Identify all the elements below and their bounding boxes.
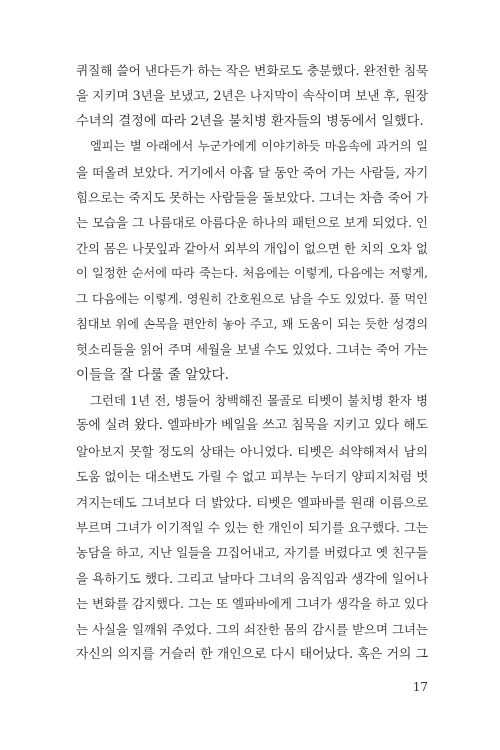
text-line: 수녀의 결정에 따라 2년을 불치병 환자들의 병동에서 일했다. bbox=[76, 113, 424, 129]
text-line: 겨지는데도 그녀보다 더 밝았다. 티벳은 엘파바를 원래 이름으로 bbox=[76, 494, 428, 510]
text-line: 자신의 의지를 거슬러 한 개인으로 다시 태어났다. 혹은 거의 그 bbox=[76, 646, 428, 662]
text-line: 동에 실려 왔다. 엘파바가 베일을 쓰고 침묵을 지키고 있다 해도 bbox=[76, 418, 428, 434]
text-line: 헛소리들을 읽어 주며 세월을 보낼 수도 있었다. 그녀는 죽어 가는 bbox=[76, 342, 428, 358]
text-line: 이들을 잘 다룰 줄 알았다. bbox=[76, 366, 229, 383]
text-line: 간의 몸은 나뭇잎과 같아서 외부의 개입이 없으면 한 치의 오차 없 bbox=[76, 240, 428, 256]
text-line: 이 일정한 순서에 따라 죽는다. 처음에는 이렇게, 다음에는 저렇게, bbox=[76, 266, 428, 281]
text-line: 을 지키며 3년을 보냈고, 2년은 나지막이 속삭이며 보낸 후, 원장 bbox=[76, 88, 428, 104]
text-line: 엘피는 별 아래에서 누군가에게 이야기하듯 마음속에 과거의 일 bbox=[90, 139, 428, 154]
body-text bbox=[76, 58, 428, 667]
text-line: 침대보 위에 손목을 편안히 놓아 주고, 꽤 도움이 되는 듯한 성경의 bbox=[76, 316, 428, 331]
page-number: 17 bbox=[412, 680, 428, 694]
text-line: 는 사실을 일깨워 주었다. 그의 쇠잔한 몸의 감시를 받으며 그녀는 bbox=[76, 621, 428, 637]
text-line: 그런데 1년 전, 병들어 창백해진 몰골로 티벳이 불치병 환자 병 bbox=[90, 393, 428, 409]
text-line: 퀴질해 쓸어 낸다든가 하는 작은 변화로도 충분했다. 완전한 침묵 bbox=[76, 63, 428, 78]
text-line: 을 욕하기도 했다. 그리고 날마다 그녀의 움직임과 생각에 일어나 bbox=[76, 570, 428, 586]
text-line: 농담을 하고, 지난 일들을 끄집어내고, 자기를 버렸다고 옛 친구들 bbox=[76, 545, 428, 561]
text-line: 는 모습을 그 나름대로 아름다운 하나의 패턴으로 보게 되었다. 인 bbox=[76, 215, 428, 231]
text-line: 을 떠올려 보았다. 거기에서 아홉 달 동안 죽어 가는 사람들, 자기 bbox=[76, 164, 428, 180]
text-line: 도움 없이는 대소변도 가릴 수 없고 피부는 누더기 양피지처럼 벗 bbox=[76, 469, 428, 485]
text-line: 알아보지 못할 정도의 상태는 아니었다. 티벳은 쇠약해져서 남의 bbox=[76, 443, 428, 459]
text-line: 부르며 그녀가 이기적일 수 있는 한 개인이 되기를 요구했다. 그는 bbox=[76, 520, 428, 536]
text-line: 힘으로는 죽지도 못하는 사람들을 돌보았다. 그녀는 차츰 죽어 가 bbox=[76, 189, 428, 205]
text-line: 는 변화를 감지했다. 그는 또 엘파바에게 그녀가 생각을 하고 있다 bbox=[76, 596, 428, 612]
text-line: 그 다음에는 이렇게. 영원히 간호원으로 남을 수도 있었다. 풀 먹인 bbox=[76, 291, 428, 306]
